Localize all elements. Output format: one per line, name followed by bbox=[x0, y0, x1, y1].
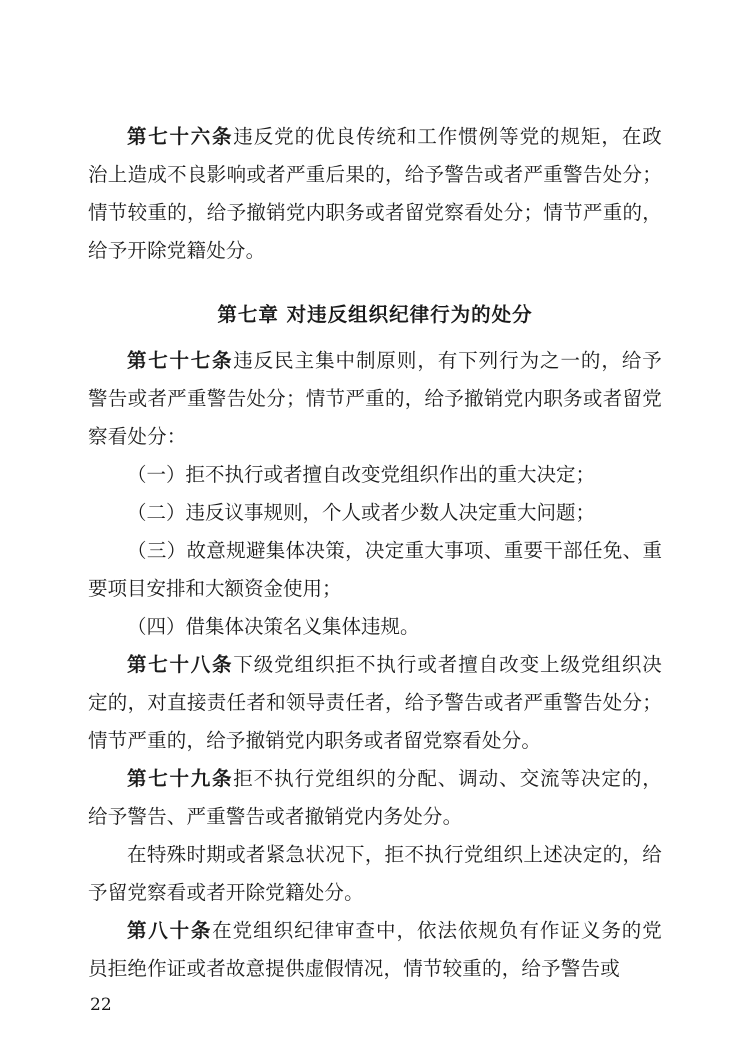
article-76 bbox=[88, 118, 662, 270]
article-80-label: 第八十条 bbox=[127, 919, 213, 942]
article-79-text: 拒不执行党组织的分配、调动、交流等决定的，给予警告、严重警告或者撤销党内务处分。 bbox=[88, 767, 662, 828]
page-content bbox=[88, 118, 662, 988]
article-79-label: 第七十九条 bbox=[127, 767, 234, 790]
list-item-1: （一）拒不执行或者擅自改变党组织作出的重大决定； bbox=[127, 463, 596, 486]
chapter-7-title: 第七章 对违反组织纪律行为的处分 bbox=[217, 303, 533, 326]
article-78 bbox=[88, 646, 662, 760]
article-78-text: 下级党组织拒不执行或者擅自改变上级党组织决定的，对直接责任者和领导责任者，给予警告或者严重警告处分；情节严重的，给予撤销党内职务或者留党察看处分。 bbox=[88, 653, 662, 752]
article-79 bbox=[88, 760, 662, 836]
article-77-label: 第七十七条 bbox=[127, 349, 234, 372]
paragraph-special-period: 在特殊时期或者紧急状况下，拒不执行党组织上述决定的，给予留党察看或者开除党籍处分。 bbox=[88, 843, 662, 904]
article-76-label: 第七十六条 bbox=[127, 125, 234, 148]
article-77 bbox=[88, 342, 662, 456]
list-item-3: （三）故意规避集体决策，决定重大事项、重要干部任免、重要项目安排和大额资金使用； bbox=[88, 539, 662, 600]
article-77-text: 违反民主集中制原则，有下列行为之一的，给予警告或者严重警告处分；情节严重的，给予撤销党内职务或者留党察看处分： bbox=[88, 349, 662, 448]
article-76-text: 违反党的优良传统和工作惯例等党的规矩，在政治上造成不良影响或者严重后果的，给予警告或者严重警告处分；情节较重的，给予撤销党内职务或者留党察看处分；情节严重的，给予开除党籍处分。 bbox=[88, 125, 662, 262]
list-item-2: （二）违反议事规则，个人或者少数人决定重大问题； bbox=[127, 501, 596, 524]
article-78-label: 第七十八条 bbox=[127, 653, 234, 676]
article-80-text: 在党组织纪律审查中，依法依规负有作证义务的党员拒绝作证或者故意提供虚假情况，情节较重的，给予警告或 bbox=[88, 919, 662, 980]
list-item-4: （四）借集体决策名义集体违规。 bbox=[127, 615, 420, 638]
page-number: 22 bbox=[90, 995, 112, 1015]
article-80 bbox=[88, 912, 662, 988]
